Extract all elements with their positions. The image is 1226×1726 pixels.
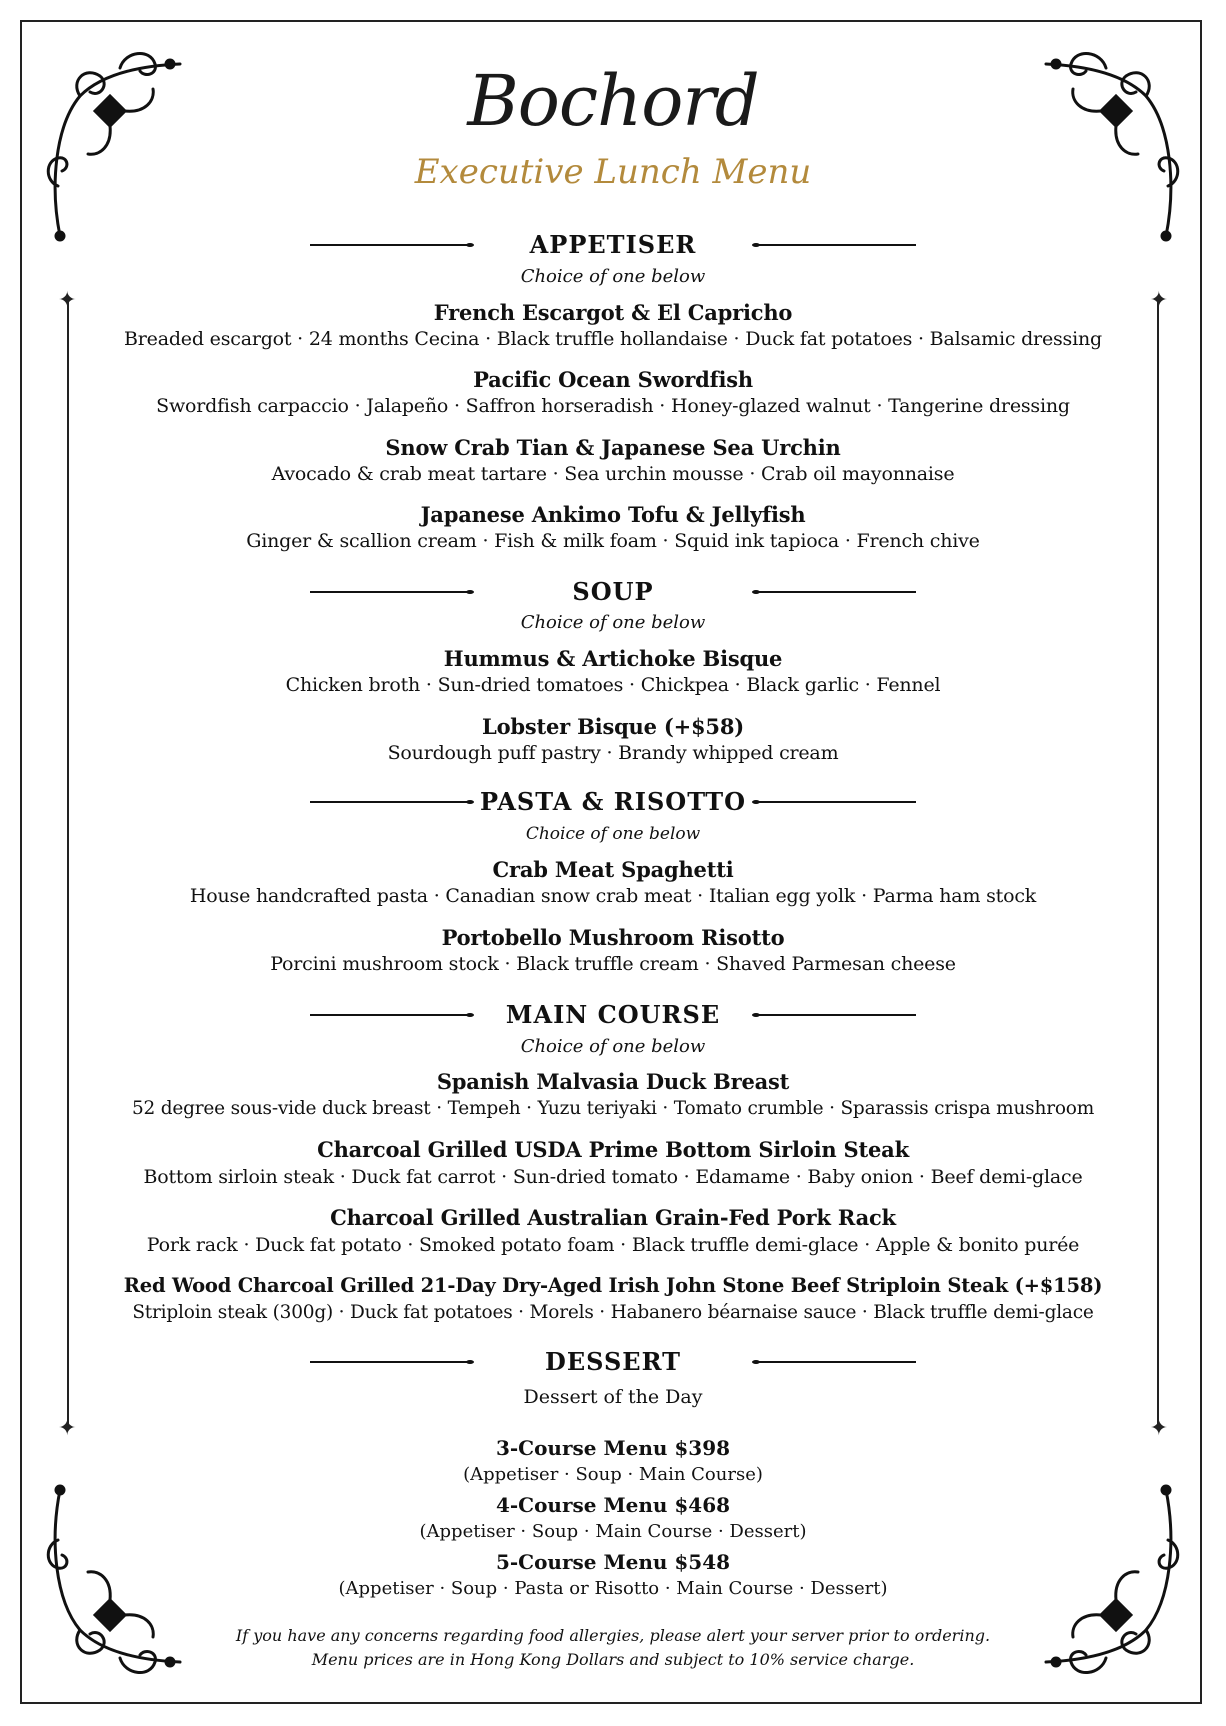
sparkle-icon: ✦ (1149, 1416, 1168, 1441)
dish-description: Sourdough puff pastry · Brandy whipped cream (387, 742, 839, 764)
dessert-item: Dessert of the Day (523, 1386, 703, 1408)
dish-name: Crab Meat Spaghetti (492, 857, 734, 882)
brand-logo: Bochord (467, 60, 759, 142)
dish-description: Ginger & scallion cream · Fish & milk foam · Squid ink tapioca · French chive (246, 530, 980, 552)
dish-description: Breaded escargot · 24 months Cecina · Black truffle hollandaise · Duck fat potatoes · Balsamic dressing (124, 328, 1102, 350)
dish-name: Charcoal Grilled Australian Grain-Fed Pork Rack (330, 1205, 896, 1230)
side-rule-left (67, 300, 69, 1430)
dish-description: Porcini mushroom stock · Black truffle cream · Shaved Parmesan cheese (270, 953, 956, 975)
dish-name: Hummus & Artichoke Bisque (443, 646, 783, 671)
dish-description: House handcrafted pasta · Canadian snow crab meat · Italian egg yolk · Parma ham stock (189, 885, 1037, 907)
dish-name: Red Wood Charcoal Grilled 21-Day Dry-Aged Irish John Stone Beef Striploin Steak (+$158) (123, 1274, 1103, 1297)
dish-name: French Escargot & El Capricho (433, 300, 793, 325)
section-note: Choice of one below (520, 1036, 706, 1057)
allergy-notice: If you have any concerns regarding food allergies, please alert your server prior to ordering. (235, 1626, 991, 1645)
dish-name: Snow Crab Tian & Japanese Sea Urchin (385, 435, 841, 460)
side-rule-right (1157, 300, 1159, 1430)
course-description: (Appetiser · Soup · Main Course) (463, 1464, 763, 1485)
dish-description: Pork rack · Duck fat potato · Smoked potato foam · Black truffle demi-glace · Apple & bonito purée (146, 1234, 1080, 1256)
dish-name: Charcoal Grilled USDA Prime Bottom Sirloin Steak (317, 1137, 909, 1162)
dish-name: Pacific Ocean Swordfish (473, 367, 753, 392)
section-header-main-course: MAIN COURSE (80, 1000, 1146, 1030)
section-note: Choice of one below (520, 612, 706, 633)
section-note: Choice of one below (520, 266, 706, 287)
dish-description: Swordfish carpaccio · Jalapeño · Saffron horseradish · Honey-glazed walnut · Tangerine dressing (156, 395, 1070, 417)
course-description: (Appetiser · Soup · Pasta or Risotto · Main Course · Dessert) (338, 1578, 888, 1599)
section-header-dessert: DESSERT (80, 1347, 1146, 1377)
dish-name: Portobello Mushroom Risotto (441, 925, 785, 950)
sparkle-icon: ✦ (58, 288, 77, 313)
section-header-pasta-risotto: PASTA & RISOTTO (80, 787, 1146, 817)
sparkle-icon: ✦ (58, 1416, 77, 1441)
dish-name: Japanese Ankimo Tofu & Jellyfish (420, 502, 806, 527)
course-price: 5-Course Menu $548 (495, 1550, 731, 1574)
dish-description: Bottom sirloin steak · Duck fat carrot · Sun-dried tomato · Edamame · Baby onion · Beef demi-glace (143, 1166, 1083, 1188)
course-price: 4-Course Menu $468 (495, 1493, 731, 1517)
section-note: Choice of one below (525, 824, 701, 844)
dish-name: Spanish Malvasia Duck Breast (436, 1069, 790, 1094)
dish-description: 52 degree sous-vide duck breast · Tempeh · Yuzu teriyaki · Tomato crumble · Sparassis crispa mushroom (131, 1098, 1095, 1119)
section-header-appetiser: APPETISER (80, 230, 1146, 260)
section-header-soup: SOUP (80, 577, 1146, 607)
dish-name: Lobster Bisque (+$58) (482, 714, 744, 739)
dish-description: Avocado & crab meat tartare · Sea urchin mousse · Crab oil mayonnaise (271, 463, 955, 485)
course-price: 3-Course Menu $398 (495, 1436, 731, 1460)
dish-description: Chicken broth · Sun-dried tomatoes · Chickpea · Black garlic · Fennel (285, 674, 941, 696)
course-description: (Appetiser · Soup · Main Course · Dessert) (419, 1521, 807, 1542)
menu-subtitle: Executive Lunch Menu (414, 152, 812, 192)
dish-description: Striploin steak (300g) · Duck fat potatoes · Morels · Habanero béarnaise sauce · Black truffle demi-glace (132, 1302, 1094, 1323)
pricing-notice: Menu prices are in Hong Kong Dollars and subject to 10% service charge. (311, 1650, 915, 1669)
sparkle-icon: ✦ (1149, 288, 1168, 313)
